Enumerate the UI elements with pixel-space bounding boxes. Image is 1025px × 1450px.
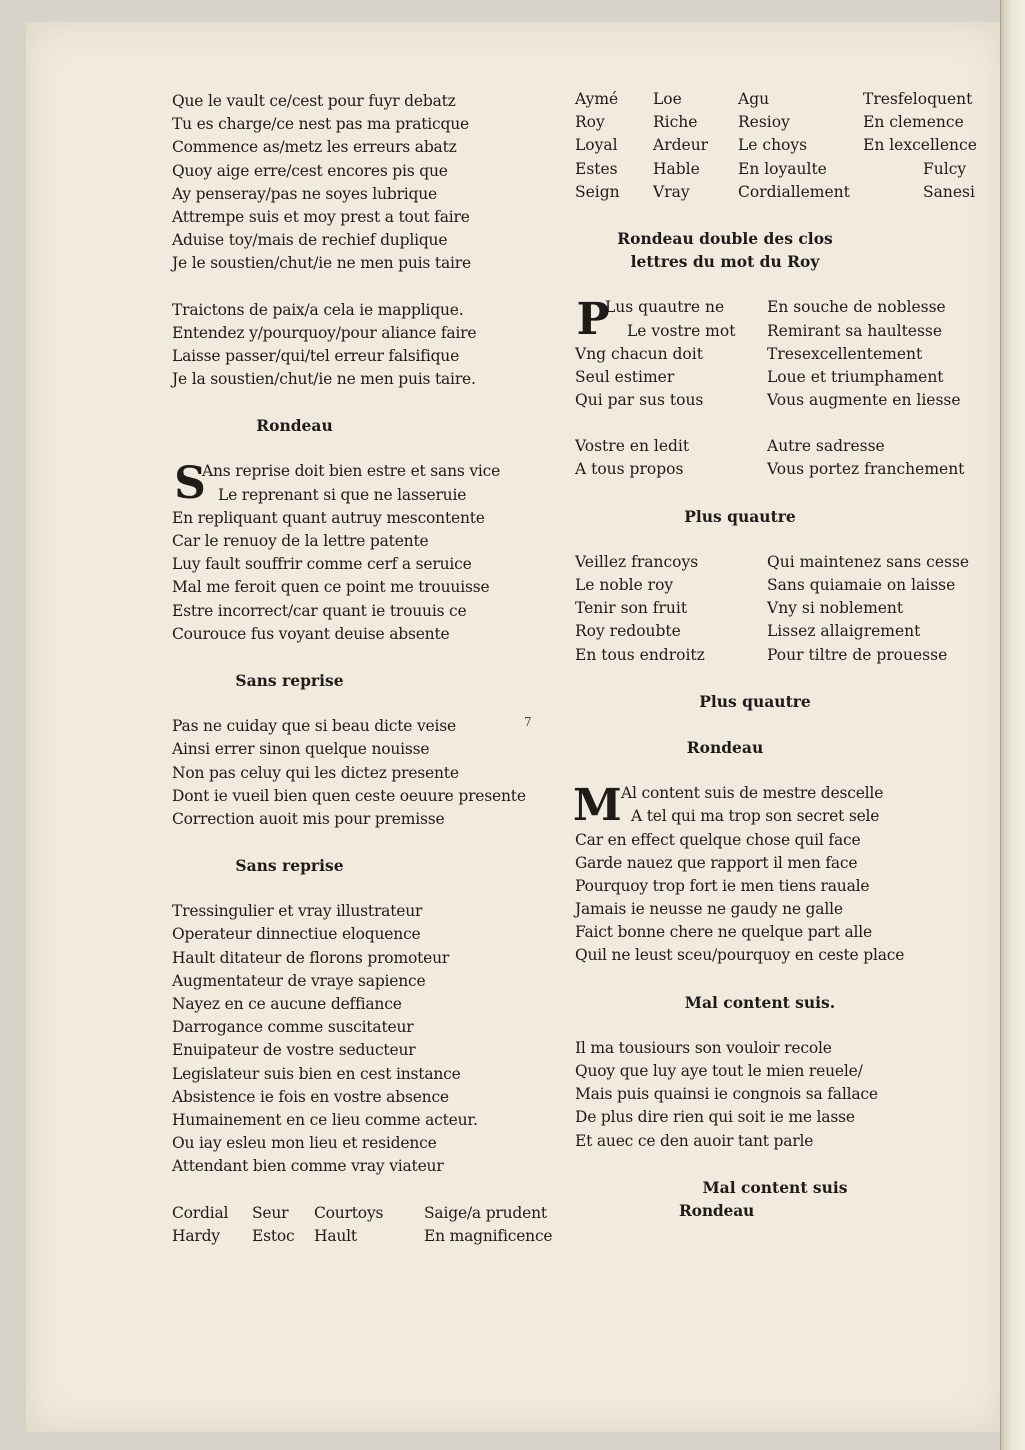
refrain: Plus quautre [684,506,796,526]
verse-line: Luy fault souffrir comme cerf a seruice [172,555,472,574]
rondeau-heading: Rondeau [686,737,764,757]
acrostic-word: Fulcy [923,159,967,178]
acrostic-word: Resioy [738,113,790,132]
verse-line: Humainement en ce lieu comme acteur. [172,1110,478,1129]
verse-half: Vny si noblement [767,599,904,618]
verse-half: Vous portez franchement [767,460,965,479]
acrostic-word: Loyal [575,136,618,155]
verse-half: Lus quautre ne [605,298,725,317]
stanza-4 [172,900,557,1178]
refrain: Mal content suis. [684,992,836,1012]
acrostic-word: Loe [653,90,682,108]
verse-line: Aduise toy/mais de rechief duplique [172,231,448,250]
verse-line: Ans reprise doit bien estre et sans vice [202,462,501,481]
acrostic-word: Riche [653,113,698,132]
acrostic-word: Hardy [172,1226,220,1245]
verse-line: Attrempe suis et moy prest a tout faire [172,207,470,226]
verse-half: Vostre en ledit [575,437,690,456]
rondeau-double-part2 [575,435,965,481]
verse-half: Tenir son fruit [575,599,688,618]
verse-line: Mal me feroit quen ce point me trouuisse [172,578,490,597]
drop-cap: S [174,458,206,510]
verse-line: Commence as/metz les erreurs abatz [172,138,457,157]
margin-note: 7 [524,715,532,730]
verse-half: Sans quiamaie on laisse [767,576,956,594]
rondeau-1 [172,460,557,646]
verse-half: Roy redoubte [575,622,681,641]
acrostic-word: Estoc [252,1226,295,1245]
verse-line: Laisse passer/qui/tel erreur falsifique [172,346,460,365]
verse-line: Attendant bien comme vray viateur [172,1157,444,1176]
verse-line: Ay penseray/pas ne soyes lubrique [172,184,438,203]
acrostic-word: Roy [575,113,605,132]
verse-half: Vng chacun doit [575,344,703,363]
verse-line: Tu es charge/ce nest pas ma praticque [172,115,470,134]
verse-half: A tous propos [575,460,684,479]
left-column [172,90,557,1248]
verse-half: Seul estimer [575,367,675,386]
verse-half: Remirant sa haultesse [767,321,943,340]
stanza-3 [172,715,557,831]
verse-line: Absistence ie fois en vostre absence [172,1087,449,1106]
next-rondeau-heading: Rondeau [679,1200,755,1220]
verse-line: Quil ne leust sceu/pourquoy en ceste place [575,946,905,965]
acrostic-word: En loyaulte [738,159,827,178]
acrostic-word: Hault [314,1226,357,1245]
acrostic-word: Cordial [172,1203,229,1222]
verse-line: Traictons de paix/a cela ie mapplique. [172,300,464,319]
acrostic-word: En clemence [863,113,964,132]
verse-half: Autre sadresse [767,437,885,456]
rondeau-double-heading: lettres du mot du Roy [630,252,820,272]
verse-half: Tresexcellentement [767,344,923,363]
acrostic-word: Vray [653,182,690,201]
drop-cap: M [573,780,622,832]
verse-line: Enuipateur de vostre seducteur [172,1041,416,1060]
refrain: Sans reprise [235,856,344,876]
verse-line: Augmentateur de vraye sapience [172,971,426,990]
verse-line: Tressingulier et vray illustrateur [172,902,423,921]
verse-line: Courouce fus voyant deuise absente [172,624,450,643]
verse-line: Estre incorrect/car quant ie trouuis ce [172,601,467,620]
verse-line: Dont ie vueil bien quen ceste oeuure presente [172,786,526,805]
drop-cap: P [576,294,610,346]
verse-line: Hault ditateur de florons promoteur [172,948,450,967]
verse-line: Et auec ce den auoir tant parle [575,1131,814,1150]
rondeau-double-heading: Rondeau double des clos [617,228,833,248]
acrostic-word: Seur [252,1203,289,1222]
verse-line: Mais puis quainsi ie congnois sa fallace [575,1085,878,1104]
acrostic-word: En lexcellence [863,136,977,155]
verse-line: Al content suis de mestre descelle [621,784,884,803]
right-column [573,88,977,1222]
verse-line: A tel qui ma trop son secret sele [631,807,880,826]
verse-line: Nayez en ce aucune deffiance [172,995,402,1013]
verse-half: En souche de noblesse [767,298,946,317]
acrostic-block [172,1202,557,1248]
verse-line: Je la soustien/chut/ie ne men puis taire. [172,370,476,389]
acrostic-word: Le choys [738,136,808,155]
acrostic-word: Cordiallement [738,182,850,201]
verse-line: Correction auoit mis pour premisse [172,809,445,828]
verse-half: En tous endroitz [575,645,705,664]
acrostic-word: Hable [653,159,700,178]
refrain: Mal content suis [702,1177,848,1197]
acrostic-word: Tresfeloquent [863,90,973,108]
verse-line: Pourquoy trop fort ie men tiens rauale [575,876,870,895]
acrostic-word: Ardeur [653,136,709,155]
rondeau-heading: Rondeau [256,416,333,436]
verse-half: Vous augmente en liesse [767,391,961,410]
verse-line: Pas ne cuiday que si beau dicte veise [172,717,456,736]
verse-line: Ou iay esleu mon lieu et residence [172,1134,437,1153]
verse-line: Ainsi errer sinon quelque nouisse [172,740,430,759]
acrostic-word: Seign [575,182,620,201]
verse-line: Le reprenant si que ne lasseruie [218,485,467,504]
verse-line: Car en effect quelque chose quil face [575,830,861,849]
verse-half: Veillez francoys [575,552,699,571]
verse-line: Je le soustien/chut/ie ne men puis taire [172,254,471,273]
verse-line: Operateur dinnectiue eloquence [172,925,421,944]
verse-line: Darrogance comme suscitateur [172,1018,414,1037]
verse-line: Legislateur suis bien en cest instance [172,1064,461,1083]
verse-half: Le vostre mot [627,321,736,340]
rondeau-3 [575,782,955,968]
verse-half: Qui maintenez sans cesse [767,552,970,571]
acrostic-table [575,88,977,204]
verse-line: En repliquant quant autruy mescontente [172,508,485,527]
verse-half: Lissez allaigrement [767,622,921,641]
verse-line: Quoy aige erre/cest encores pis que [172,161,448,180]
verse-line: Faict bonne chere ne quelque part alle [575,923,872,942]
acrostic-word: Sanesi [923,182,975,201]
stanza-2 [172,299,557,392]
refrain: Plus quautre [699,691,811,711]
refrain: Sans reprise [235,670,344,690]
stanza-5 [575,1037,955,1153]
verse-line: Quoy que luy aye tout le mien reuele/ [575,1062,863,1080]
stanza-1 [172,90,557,276]
rondeau-double [575,294,961,412]
verse-line: Que le vault ce/cest pour fuyr debatz [172,92,456,110]
verse-half: Le noble roy [575,576,674,594]
acrostic-word: Saige/a prudent [424,1203,547,1222]
verse-line: Il ma tousiours son vouloir recole [575,1038,832,1057]
verse-line: Non pas celuy qui les dictez presente [172,763,459,782]
rondeau-double-part3 [575,551,970,667]
verse-half: Loue et triumphament [767,367,944,386]
verse-line: Jamais ie neusse ne gaudy ne galle [575,900,843,919]
acrostic-word: Aymé [575,90,619,108]
verse-line: Garde nauez que rapport il men face [575,853,858,872]
verse-half: Pour tiltre de prouesse [767,645,948,664]
verse-line: Car le renuoy de la lettre patente [172,532,429,550]
verse-line: Entendez y/pourquoy/pour aliance faire [172,323,477,342]
acrostic-word: Courtoys [314,1203,384,1222]
acrostic-word: En magnificence [424,1226,553,1245]
acrostic-word: Agu [738,90,770,108]
page-gutter [1000,0,1025,1450]
verse-line: De plus dire rien qui soit ie me lasse [575,1108,855,1127]
acrostic-word: Estes [575,159,618,178]
verse-half: Qui par sus tous [575,391,704,410]
